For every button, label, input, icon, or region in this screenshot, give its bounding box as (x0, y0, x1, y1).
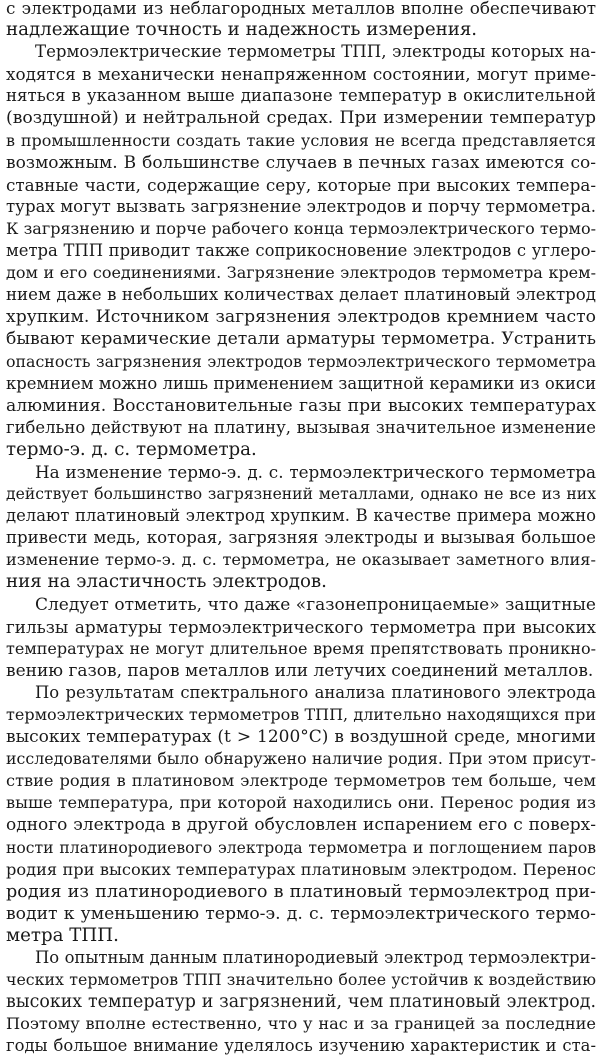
text-line: Поэтому вполне естественно, что у нас и за границей за последние (6, 1014, 596, 1034)
text-line: Термоэлектрические термометры ТПП, электроды которых на- (35, 42, 596, 62)
text-line: На изменение термо-э. д. с. термоэлектрического термометра (35, 461, 596, 482)
text-line: изменение термо-э. д. с. термометра, не оказывает заметного влия- (6, 550, 596, 570)
text-line: действует большинство загрязнений металлами, однако не все из них (6, 485, 596, 504)
text-line: метра ТПП приводит также соприкосновение электродов с углеро- (6, 241, 596, 261)
text-line: вению газов, паров металлов или летучих соединений металлов. (6, 660, 594, 681)
text-line: водит к уменьшению термо-э. д. с. термоэлектрического термо- (6, 903, 596, 924)
text-line: ческих термометров ТПП значительно более устойчив к воздействию (6, 970, 596, 990)
text-line: надлежащие точность и надежность измерения. (6, 19, 478, 41)
text-line: выше температура, при которой находились они. Перенос родия из (6, 793, 596, 813)
text-line: По результатам спектрального анализа платинового электрода (35, 682, 596, 702)
paragraph-continued (6, 0, 596, 41)
text-line: высоких температур и загрязнений, чем платиновый электрод. (6, 992, 596, 1013)
text-line: делают платиновый электрод хрупким. В качестве примера можно (6, 506, 596, 526)
text-line: нием даже в небольших количествах делает платиновый электрод (6, 285, 596, 305)
text-line: По опытным данным платинородиевый электрод термоэлектри- (35, 948, 596, 968)
text-line: Следует отметить, что даже «газонепроницаемые» защитные (35, 594, 596, 615)
text-line: термоэлектрических термометров ТПП, длительно находящихся при (6, 705, 596, 724)
text-line: возможным. В большинстве случаев в печных газах имеются со- (6, 152, 596, 173)
text-line: привести медь, которая, загрязняя электроды и вызывая большое (6, 528, 596, 548)
text-line: исследователями было обнаружено наличие родия. При этом присут- (6, 749, 596, 769)
text-line: ходятся в механически ненапряженном состоянии, могут приме- (6, 64, 596, 85)
paragraph-copper-influence (6, 461, 596, 594)
text-line: температурах не могут длительное время препятствовать проникно- (6, 638, 596, 658)
text-line: дом и его соединениями. Загрязнение электродов термометра крем- (6, 263, 596, 283)
paragraph-gas-tight (6, 594, 596, 682)
text-line: опасность загрязнения электродов термоэлектрического термометра (6, 351, 596, 371)
text-line: няться в указанном выше диапазоне температур в окислительной (6, 86, 596, 106)
text-line: К загрязнению и порче рабочего конца термоэлектрического термо- (6, 218, 596, 238)
paragraph-experimental-data (6, 947, 596, 1057)
text-line: метра ТПП. (6, 924, 119, 946)
text-line: бывают керамические детали арматуры термометра. Устранить (6, 329, 596, 350)
text-line: ния на эластичность электродов. (6, 571, 327, 593)
text-line: турах могут вызвать загрязнение электродов и порчу термометра. (6, 196, 596, 216)
text-line: высоких температурах (t > 1200°C) в воздушной среде, многими (6, 727, 596, 748)
text-line: термо-э. д. с. термометра. (6, 438, 257, 460)
text-line: (воздушной) и нейтральной средах. При измерении температур (6, 108, 596, 129)
text-line: гибельно действуют на платину, вызывая значительное изменение (6, 417, 596, 437)
paragraph-rhodium-transfer (6, 682, 596, 947)
text-line: хрупким. Источником загрязнения электродов кремнием часто (6, 307, 596, 328)
text-line: ствие родия в платиновом электроде термометров тем больше, чем (6, 771, 596, 791)
text-line: ности платинородиевого электрода термометра и поглощением паров (6, 838, 596, 857)
text-line: родия из платинородиевого в платиновый термоэлектрод при- (6, 881, 596, 902)
text-line: одного электрода в другой обусловлен испарением его с поверх- (6, 815, 596, 836)
paragraph-tpp-conditions (6, 41, 596, 461)
text-line: алюминия. Восстановительные газы при высоких температурах (6, 395, 596, 416)
text-line: в промышленности создать такие условия не всегда представляется (6, 130, 596, 150)
text-line: гильзы арматуры термоэлектрического термометра при высоких (6, 616, 596, 637)
text-line: родия при высоких температурах платиновым электродом. Перенос (6, 859, 596, 879)
text-line: годы большое внимание уделялось изучению характеристик и ста- (6, 1036, 596, 1056)
text-line: ставные части, содержащие серу, которые при высоких темпера- (6, 174, 596, 195)
text-line: кремнием можно лишь применением защитной керамики из окиси (6, 373, 596, 393)
text-line: с электродами из неблагородных металлов вполне обеспечивают (6, 0, 596, 18)
